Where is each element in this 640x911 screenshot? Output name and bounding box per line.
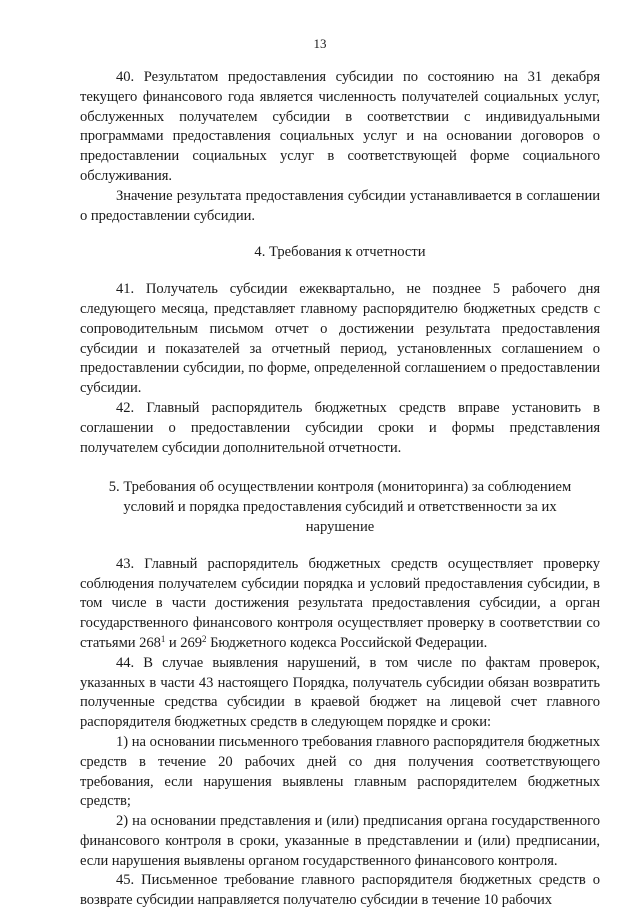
paragraph-44: 44. В случае выявления нарушений, в том числе по фактам проверок, указанных в части 43 настоящего Порядка, получатель субсидии обязан возвратить полученные средства субсидии в краевой бюджет на лицевой счет главного распорядителя бюджетных средств в следующем порядке и сроки: — [80, 654, 600, 731]
paragraph-43-text-b: и 269 — [165, 634, 203, 651]
paragraph-44-item-2: 2) на основании представления и (или) предписания органа государственного финансового контроля в сроки, указанные в представлении и (или) предписании, если нарушения выявлены органом государственного финансового контроля. — [80, 813, 600, 869]
paragraph-43-text-c: Бюджетного кодекса Российской Федерации. — [206, 634, 488, 651]
paragraph-44-item-1: 1) на основании письменного требования главного распорядителя бюджетных средств в течение 20 рабочих дней со дня получения соответствующего требования, если нарушения выявлены главным распорядителем бюджетных средств; — [80, 733, 600, 810]
document-body — [80, 68, 600, 911]
paragraph-45: 45. Письменное требование главного распорядителя бюджетных средств о возврате субсидии направляется получателю субсидии в течение 10 рабочих — [80, 872, 600, 909]
paragraph-41: 41. Получатель субсидии ежеквартально, не позднее 5 рабочего дня следующего месяца, представляет главному распорядителю бюджетных средств с сопроводительным письмом отчет о достижении результата предоставления субсидии и показателей за отчетный период, установленных соглашением о предоставлении субсидии, по форме, определенной соглашением о предоставлении субсидии. — [80, 281, 600, 397]
paragraph-43 — [80, 555, 600, 654]
superscript-2: 2 — [202, 633, 207, 644]
paragraph-43-text-a: 43. Главный распорядитель бюджетных средств осуществляет проверку соблюдения получателем субсидии порядка и условий предоставления субсидии, в том числе в части достижения результата предоставления субсидии, а орган государственного финансового контроля осуществляет проверку в соответствии со статьями 268 — [80, 555, 600, 651]
page-number: 13 — [313, 36, 327, 51]
superscript-1: 1 — [160, 633, 166, 644]
section-heading-5: 5. Требования об осуществлении контроля (мониторинга) за соблюдением условий и порядка предоставления субсидий и ответственности за их нарушение — [108, 479, 572, 535]
section-heading-4: 4. Требования к отчетности — [254, 244, 426, 261]
paragraph-40: 40. Результатом предоставления субсидии по состоянию на 31 декабря текущего финансового года является численность получателей социальных услуг, обслуженных получателем субсидии в соответствии с индивидуальными программами предоставления социальных услуг и на основании договоров о предоставлении социальных услуг в соответствующей форме социального обслуживания. — [80, 69, 600, 184]
paragraph-40-result-value: Значение результата предоставления субсидии устанавливается в соглашении о предоставлении субсидии. — [80, 187, 600, 224]
paragraph-42: 42. Главный распорядитель бюджетных средств вправе установить в соглашении о предоставлении субсидии сроки и формы представления получателем субсидии дополнительной отчетности. — [80, 399, 600, 456]
